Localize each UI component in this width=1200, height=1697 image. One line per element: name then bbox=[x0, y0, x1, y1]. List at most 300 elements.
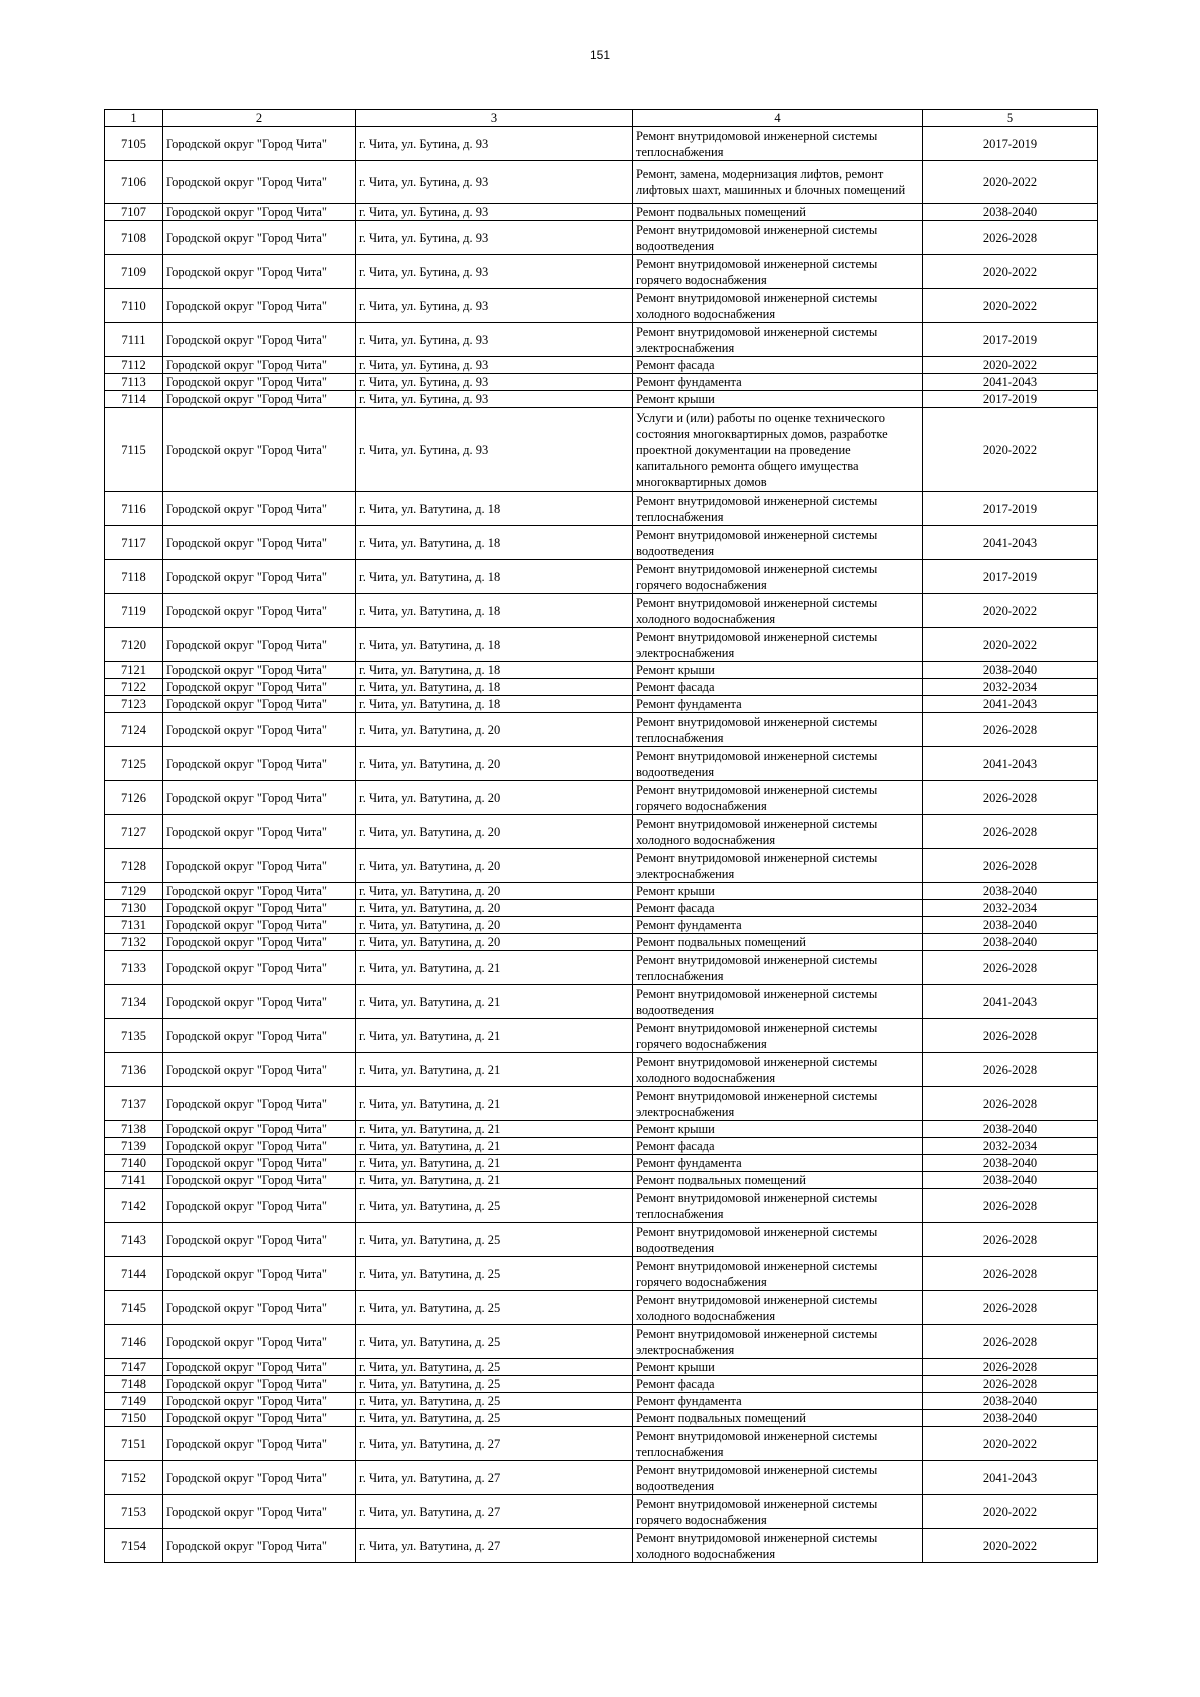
period-cell: 2038-2040 bbox=[923, 662, 1098, 679]
address-cell: г. Чита, ул. Ватутина, д. 18 bbox=[356, 594, 633, 628]
municipality-cell: Городской округ "Город Чита" bbox=[163, 1138, 356, 1155]
table-row bbox=[105, 628, 1098, 662]
work-type-cell: Ремонт внутридомовой инженерной системы горячего водоснабжения bbox=[633, 781, 923, 815]
table-row bbox=[105, 1019, 1098, 1053]
row-number-cell: 7152 bbox=[105, 1461, 163, 1495]
period-cell: 2020-2022 bbox=[923, 594, 1098, 628]
table-body bbox=[105, 110, 1098, 1563]
row-number-cell: 7107 bbox=[105, 204, 163, 221]
municipality-cell: Городской округ "Город Чита" bbox=[163, 357, 356, 374]
address-cell: г. Чита, ул. Ватутина, д. 20 bbox=[356, 713, 633, 747]
address-cell: г. Чита, ул. Ватутина, д. 18 bbox=[356, 560, 633, 594]
row-number-cell: 7151 bbox=[105, 1427, 163, 1461]
address-cell: г. Чита, ул. Ватутина, д. 25 bbox=[356, 1325, 633, 1359]
row-number-cell: 7119 bbox=[105, 594, 163, 628]
work-type-cell: Ремонт внутридомовой инженерной системы теплоснабжения bbox=[633, 492, 923, 526]
table-row bbox=[105, 985, 1098, 1019]
period-cell: 2026-2028 bbox=[923, 1087, 1098, 1121]
work-type-cell: Ремонт фасада bbox=[633, 679, 923, 696]
municipality-cell: Городской округ "Город Чита" bbox=[163, 900, 356, 917]
period-cell: 2032-2034 bbox=[923, 900, 1098, 917]
period-cell: 2041-2043 bbox=[923, 1461, 1098, 1495]
period-cell: 2026-2028 bbox=[923, 1019, 1098, 1053]
period-cell: 2017-2019 bbox=[923, 127, 1098, 161]
municipality-cell: Городской округ "Город Чита" bbox=[163, 1087, 356, 1121]
municipality-cell: Городской округ "Город Чита" bbox=[163, 1019, 356, 1053]
address-cell: г. Чита, ул. Ватутина, д. 25 bbox=[356, 1223, 633, 1257]
address-cell: г. Чита, ул. Ватутина, д. 21 bbox=[356, 1053, 633, 1087]
table-row bbox=[105, 255, 1098, 289]
work-type-cell: Ремонт фундамента bbox=[633, 1393, 923, 1410]
table-row bbox=[105, 951, 1098, 985]
municipality-cell: Городской округ "Город Чита" bbox=[163, 1189, 356, 1223]
header-cell-4: 4 bbox=[633, 110, 923, 127]
row-number-cell: 7153 bbox=[105, 1495, 163, 1529]
period-cell: 2038-2040 bbox=[923, 934, 1098, 951]
row-number-cell: 7129 bbox=[105, 883, 163, 900]
work-type-cell: Ремонт фундамента bbox=[633, 696, 923, 713]
page-number: 151 bbox=[589, 48, 611, 62]
row-number-cell: 7127 bbox=[105, 815, 163, 849]
address-cell: г. Чита, ул. Ватутина, д. 21 bbox=[356, 985, 633, 1019]
address-cell: г. Чита, ул. Бутина, д. 93 bbox=[356, 204, 633, 221]
work-type-cell: Ремонт внутридомовой инженерной системы теплоснабжения bbox=[633, 1427, 923, 1461]
work-type-cell: Ремонт внутридомовой инженерной системы холодного водоснабжения bbox=[633, 1053, 923, 1087]
table-row bbox=[105, 747, 1098, 781]
row-number-cell: 7130 bbox=[105, 900, 163, 917]
period-cell: 2026-2028 bbox=[923, 1053, 1098, 1087]
municipality-cell: Городской округ "Город Чита" bbox=[163, 1257, 356, 1291]
row-number-cell: 7137 bbox=[105, 1087, 163, 1121]
row-number-cell: 7136 bbox=[105, 1053, 163, 1087]
table-row bbox=[105, 883, 1098, 900]
period-cell: 2026-2028 bbox=[923, 713, 1098, 747]
row-number-cell: 7143 bbox=[105, 1223, 163, 1257]
header-cell-2: 2 bbox=[163, 110, 356, 127]
table-row bbox=[105, 713, 1098, 747]
row-number-cell: 7120 bbox=[105, 628, 163, 662]
address-cell: г. Чита, ул. Ватутина, д. 21 bbox=[356, 1087, 633, 1121]
row-number-cell: 7109 bbox=[105, 255, 163, 289]
row-number-cell: 7154 bbox=[105, 1529, 163, 1563]
repair-schedule-table bbox=[104, 109, 1098, 1563]
period-cell: 2041-2043 bbox=[923, 526, 1098, 560]
row-number-cell: 7131 bbox=[105, 917, 163, 934]
municipality-cell: Городской округ "Город Чита" bbox=[163, 1291, 356, 1325]
address-cell: г. Чита, ул. Бутина, д. 93 bbox=[356, 255, 633, 289]
address-cell: г. Чита, ул. Ватутина, д. 25 bbox=[356, 1359, 633, 1376]
work-type-cell: Ремонт внутридомовой инженерной системы электроснабжения bbox=[633, 1325, 923, 1359]
address-cell: г. Чита, ул. Ватутина, д. 25 bbox=[356, 1410, 633, 1427]
municipality-cell: Городской округ "Город Чита" bbox=[163, 1495, 356, 1529]
address-cell: г. Чита, ул. Ватутина, д. 18 bbox=[356, 628, 633, 662]
period-cell: 2026-2028 bbox=[923, 1223, 1098, 1257]
table-row bbox=[105, 391, 1098, 408]
municipality-cell: Городской округ "Город Чита" bbox=[163, 781, 356, 815]
period-cell: 2020-2022 bbox=[923, 1495, 1098, 1529]
table-row bbox=[105, 900, 1098, 917]
work-type-cell: Ремонт внутридомовой инженерной системы горячего водоснабжения bbox=[633, 560, 923, 594]
work-type-cell: Ремонт фундамента bbox=[633, 374, 923, 391]
period-cell: 2026-2028 bbox=[923, 1189, 1098, 1223]
work-type-cell: Ремонт крыши bbox=[633, 1121, 923, 1138]
period-cell: 2038-2040 bbox=[923, 1121, 1098, 1138]
table-row bbox=[105, 1155, 1098, 1172]
address-cell: г. Чита, ул. Ватутина, д. 20 bbox=[356, 781, 633, 815]
table-row bbox=[105, 679, 1098, 696]
municipality-cell: Городской округ "Город Чита" bbox=[163, 492, 356, 526]
municipality-cell: Городской округ "Город Чита" bbox=[163, 1155, 356, 1172]
table-row bbox=[105, 1291, 1098, 1325]
address-cell: г. Чита, ул. Бутина, д. 93 bbox=[356, 357, 633, 374]
period-cell: 2038-2040 bbox=[923, 1410, 1098, 1427]
table-row bbox=[105, 1376, 1098, 1393]
address-cell: г. Чита, ул. Ватутина, д. 25 bbox=[356, 1393, 633, 1410]
table-row bbox=[105, 594, 1098, 628]
address-cell: г. Чита, ул. Бутина, д. 93 bbox=[356, 221, 633, 255]
row-number-cell: 7147 bbox=[105, 1359, 163, 1376]
period-cell: 2026-2028 bbox=[923, 781, 1098, 815]
period-cell: 2026-2028 bbox=[923, 1376, 1098, 1393]
municipality-cell: Городской округ "Город Чита" bbox=[163, 408, 356, 492]
municipality-cell: Городской округ "Город Чита" bbox=[163, 1223, 356, 1257]
row-number-cell: 7124 bbox=[105, 713, 163, 747]
address-cell: г. Чита, ул. Ватутина, д. 20 bbox=[356, 815, 633, 849]
work-type-cell: Ремонт внутридомовой инженерной системы теплоснабжения bbox=[633, 1189, 923, 1223]
table-row bbox=[105, 408, 1098, 492]
work-type-cell: Ремонт внутридомовой инженерной системы горячего водоснабжения bbox=[633, 1257, 923, 1291]
municipality-cell: Городской округ "Город Чита" bbox=[163, 1121, 356, 1138]
row-number-cell: 7150 bbox=[105, 1410, 163, 1427]
period-cell: 2041-2043 bbox=[923, 985, 1098, 1019]
work-type-cell: Ремонт внутридомовой инженерной системы горячего водоснабжения bbox=[633, 255, 923, 289]
work-type-cell: Ремонт подвальных помещений bbox=[633, 204, 923, 221]
table-row bbox=[105, 1461, 1098, 1495]
municipality-cell: Городской округ "Город Чита" bbox=[163, 221, 356, 255]
municipality-cell: Городской округ "Город Чита" bbox=[163, 289, 356, 323]
table-row bbox=[105, 526, 1098, 560]
work-type-cell: Ремонт внутридомовой инженерной системы водоотведения bbox=[633, 526, 923, 560]
row-number-cell: 7138 bbox=[105, 1121, 163, 1138]
address-cell: г. Чита, ул. Ватутина, д. 20 bbox=[356, 849, 633, 883]
address-cell: г. Чита, ул. Ватутина, д. 18 bbox=[356, 492, 633, 526]
municipality-cell: Городской округ "Город Чита" bbox=[163, 526, 356, 560]
address-cell: г. Чита, ул. Ватутина, д. 25 bbox=[356, 1189, 633, 1223]
row-number-cell: 7117 bbox=[105, 526, 163, 560]
table-row bbox=[105, 917, 1098, 934]
period-cell: 2041-2043 bbox=[923, 374, 1098, 391]
address-cell: г. Чита, ул. Ватутина, д. 27 bbox=[356, 1495, 633, 1529]
municipality-cell: Городской округ "Город Чита" bbox=[163, 679, 356, 696]
municipality-cell: Городской округ "Город Чита" bbox=[163, 985, 356, 1019]
table-row bbox=[105, 1410, 1098, 1427]
work-type-cell: Ремонт внутридомовой инженерной системы холодного водоснабжения bbox=[633, 594, 923, 628]
work-type-cell: Ремонт внутридомовой инженерной системы теплоснабжения bbox=[633, 713, 923, 747]
address-cell: г. Чита, ул. Ватутина, д. 21 bbox=[356, 951, 633, 985]
municipality-cell: Городской округ "Город Чита" bbox=[163, 747, 356, 781]
municipality-cell: Городской округ "Город Чита" bbox=[163, 204, 356, 221]
period-cell: 2020-2022 bbox=[923, 255, 1098, 289]
period-cell: 2020-2022 bbox=[923, 408, 1098, 492]
municipality-cell: Городской округ "Город Чита" bbox=[163, 560, 356, 594]
municipality-cell: Городской округ "Город Чита" bbox=[163, 628, 356, 662]
row-number-cell: 7114 bbox=[105, 391, 163, 408]
municipality-cell: Городской округ "Город Чита" bbox=[163, 1427, 356, 1461]
period-cell: 2026-2028 bbox=[923, 1359, 1098, 1376]
work-type-cell: Услуги и (или) работы по оценке технического состояния многоквартирных домов, разработке проектной документации на проведение капитального ремонта общего имущества многоквартирных домов bbox=[633, 408, 923, 492]
work-type-cell: Ремонт фасада bbox=[633, 357, 923, 374]
municipality-cell: Городской округ "Город Чита" bbox=[163, 255, 356, 289]
address-cell: г. Чита, ул. Ватутина, д. 20 bbox=[356, 747, 633, 781]
row-number-cell: 7116 bbox=[105, 492, 163, 526]
address-cell: г. Чита, ул. Бутина, д. 93 bbox=[356, 408, 633, 492]
address-cell: г. Чита, ул. Бутина, д. 93 bbox=[356, 161, 633, 204]
row-number-cell: 7118 bbox=[105, 560, 163, 594]
period-cell: 2026-2028 bbox=[923, 1325, 1098, 1359]
municipality-cell: Городской округ "Город Чита" bbox=[163, 849, 356, 883]
municipality-cell: Городской округ "Город Чита" bbox=[163, 815, 356, 849]
table-row bbox=[105, 1257, 1098, 1291]
address-cell: г. Чита, ул. Ватутина, д. 25 bbox=[356, 1376, 633, 1393]
period-cell: 2032-2034 bbox=[923, 679, 1098, 696]
header-cell-5: 5 bbox=[923, 110, 1098, 127]
table-row bbox=[105, 1529, 1098, 1563]
address-cell: г. Чита, ул. Ватутина, д. 21 bbox=[356, 1172, 633, 1189]
table-row bbox=[105, 289, 1098, 323]
work-type-cell: Ремонт подвальных помещений bbox=[633, 934, 923, 951]
table-row bbox=[105, 662, 1098, 679]
municipality-cell: Городской округ "Город Чита" bbox=[163, 662, 356, 679]
period-cell: 2020-2022 bbox=[923, 628, 1098, 662]
table-row bbox=[105, 161, 1098, 204]
work-type-cell: Ремонт внутридомовой инженерной системы электроснабжения bbox=[633, 849, 923, 883]
work-type-cell: Ремонт внутридомовой инженерной системы холодного водоснабжения bbox=[633, 1529, 923, 1563]
period-cell: 2017-2019 bbox=[923, 560, 1098, 594]
table-row bbox=[105, 560, 1098, 594]
period-cell: 2020-2022 bbox=[923, 161, 1098, 204]
work-type-cell: Ремонт внутридомовой инженерной системы горячего водоснабжения bbox=[633, 1019, 923, 1053]
work-type-cell: Ремонт внутридомовой инженерной системы электроснабжения bbox=[633, 323, 923, 357]
row-number-cell: 7115 bbox=[105, 408, 163, 492]
row-number-cell: 7106 bbox=[105, 161, 163, 204]
table-row bbox=[105, 1325, 1098, 1359]
header-cell-3: 3 bbox=[356, 110, 633, 127]
row-number-cell: 7111 bbox=[105, 323, 163, 357]
address-cell: г. Чита, ул. Ватутина, д. 18 bbox=[356, 662, 633, 679]
table-row bbox=[105, 204, 1098, 221]
row-number-cell: 7108 bbox=[105, 221, 163, 255]
work-type-cell: Ремонт фасада bbox=[633, 1138, 923, 1155]
period-cell: 2038-2040 bbox=[923, 1155, 1098, 1172]
period-cell: 2041-2043 bbox=[923, 696, 1098, 713]
municipality-cell: Городской округ "Город Чита" bbox=[163, 1359, 356, 1376]
table-row bbox=[105, 1223, 1098, 1257]
municipality-cell: Городской округ "Город Чита" bbox=[163, 1376, 356, 1393]
work-type-cell: Ремонт фасада bbox=[633, 1376, 923, 1393]
row-number-cell: 7112 bbox=[105, 357, 163, 374]
row-number-cell: 7121 bbox=[105, 662, 163, 679]
work-type-cell: Ремонт фасада bbox=[633, 900, 923, 917]
address-cell: г. Чита, ул. Ватутина, д. 27 bbox=[356, 1529, 633, 1563]
address-cell: г. Чита, ул. Ватутина, д. 25 bbox=[356, 1291, 633, 1325]
address-cell: г. Чита, ул. Ватутина, д. 20 bbox=[356, 934, 633, 951]
address-cell: г. Чита, ул. Ватутина, д. 21 bbox=[356, 1019, 633, 1053]
row-number-cell: 7148 bbox=[105, 1376, 163, 1393]
row-number-cell: 7113 bbox=[105, 374, 163, 391]
work-type-cell: Ремонт крыши bbox=[633, 662, 923, 679]
municipality-cell: Городской округ "Город Чита" bbox=[163, 1410, 356, 1427]
row-number-cell: 7134 bbox=[105, 985, 163, 1019]
row-number-cell: 7135 bbox=[105, 1019, 163, 1053]
period-cell: 2020-2022 bbox=[923, 1427, 1098, 1461]
period-cell: 2020-2022 bbox=[923, 357, 1098, 374]
row-number-cell: 7122 bbox=[105, 679, 163, 696]
row-number-cell: 7142 bbox=[105, 1189, 163, 1223]
address-cell: г. Чита, ул. Бутина, д. 93 bbox=[356, 374, 633, 391]
row-number-cell: 7105 bbox=[105, 127, 163, 161]
period-cell: 2026-2028 bbox=[923, 849, 1098, 883]
table-row bbox=[105, 781, 1098, 815]
municipality-cell: Городской округ "Город Чита" bbox=[163, 883, 356, 900]
work-type-cell: Ремонт внутридомовой инженерной системы электроснабжения bbox=[633, 1087, 923, 1121]
municipality-cell: Городской округ "Город Чита" bbox=[163, 323, 356, 357]
row-number-cell: 7144 bbox=[105, 1257, 163, 1291]
table-row bbox=[105, 1189, 1098, 1223]
table-row bbox=[105, 492, 1098, 526]
period-cell: 2041-2043 bbox=[923, 747, 1098, 781]
work-type-cell: Ремонт внутридомовой инженерной системы теплоснабжения bbox=[633, 127, 923, 161]
work-type-cell: Ремонт внутридомовой инженерной системы водоотведения bbox=[633, 1223, 923, 1257]
work-type-cell: Ремонт крыши bbox=[633, 1359, 923, 1376]
period-cell: 2020-2022 bbox=[923, 1529, 1098, 1563]
period-cell: 2017-2019 bbox=[923, 323, 1098, 357]
table-row bbox=[105, 1393, 1098, 1410]
address-cell: г. Чита, ул. Бутина, д. 93 bbox=[356, 323, 633, 357]
address-cell: г. Чита, ул. Ватутина, д. 20 bbox=[356, 900, 633, 917]
table-row bbox=[105, 815, 1098, 849]
table-header-row bbox=[105, 110, 1098, 127]
row-number-cell: 7140 bbox=[105, 1155, 163, 1172]
table-row bbox=[105, 357, 1098, 374]
period-cell: 2032-2034 bbox=[923, 1138, 1098, 1155]
period-cell: 2017-2019 bbox=[923, 492, 1098, 526]
period-cell: 2026-2028 bbox=[923, 815, 1098, 849]
municipality-cell: Городской округ "Город Чита" bbox=[163, 1172, 356, 1189]
table-row bbox=[105, 1087, 1098, 1121]
table-row bbox=[105, 934, 1098, 951]
address-cell: г. Чита, ул. Ватутина, д. 18 bbox=[356, 696, 633, 713]
table-row bbox=[105, 696, 1098, 713]
period-cell: 2038-2040 bbox=[923, 883, 1098, 900]
address-cell: г. Чита, ул. Ватутина, д. 27 bbox=[356, 1427, 633, 1461]
period-cell: 2038-2040 bbox=[923, 1393, 1098, 1410]
address-cell: г. Чита, ул. Ватутина, д. 21 bbox=[356, 1155, 633, 1172]
row-number-cell: 7133 bbox=[105, 951, 163, 985]
work-type-cell: Ремонт внутридомовой инженерной системы водоотведения bbox=[633, 1461, 923, 1495]
work-type-cell: Ремонт, замена, модернизация лифтов, ремонт лифтовых шахт, машинных и блочных помещений bbox=[633, 161, 923, 204]
work-type-cell: Ремонт фундамента bbox=[633, 917, 923, 934]
work-type-cell: Ремонт внутридомовой инженерной системы водоотведения bbox=[633, 985, 923, 1019]
work-type-cell: Ремонт внутридомовой инженерной системы теплоснабжения bbox=[633, 951, 923, 985]
period-cell: 2020-2022 bbox=[923, 289, 1098, 323]
table-row bbox=[105, 127, 1098, 161]
municipality-cell: Городской округ "Город Чита" bbox=[163, 127, 356, 161]
period-cell: 2038-2040 bbox=[923, 1172, 1098, 1189]
row-number-cell: 7149 bbox=[105, 1393, 163, 1410]
municipality-cell: Городской округ "Город Чита" bbox=[163, 391, 356, 408]
table-row bbox=[105, 1495, 1098, 1529]
address-cell: г. Чита, ул. Ватутина, д. 25 bbox=[356, 1257, 633, 1291]
work-type-cell: Ремонт внутридомовой инженерной системы холодного водоснабжения bbox=[633, 289, 923, 323]
table-row bbox=[105, 374, 1098, 391]
work-type-cell: Ремонт внутридомовой инженерной системы горячего водоснабжения bbox=[633, 1495, 923, 1529]
row-number-cell: 7110 bbox=[105, 289, 163, 323]
row-number-cell: 7146 bbox=[105, 1325, 163, 1359]
row-number-cell: 7128 bbox=[105, 849, 163, 883]
table-row bbox=[105, 1359, 1098, 1376]
period-cell: 2026-2028 bbox=[923, 951, 1098, 985]
work-type-cell: Ремонт внутридомовой инженерной системы электроснабжения bbox=[633, 628, 923, 662]
address-cell: г. Чита, ул. Ватутина, д. 18 bbox=[356, 526, 633, 560]
municipality-cell: Городской округ "Город Чита" bbox=[163, 594, 356, 628]
table-row bbox=[105, 1138, 1098, 1155]
work-type-cell: Ремонт внутридомовой инженерной системы водоотведения bbox=[633, 221, 923, 255]
header-cell-1: 1 bbox=[105, 110, 163, 127]
municipality-cell: Городской округ "Город Чита" bbox=[163, 934, 356, 951]
address-cell: г. Чита, ул. Ватутина, д. 18 bbox=[356, 679, 633, 696]
table-row bbox=[105, 323, 1098, 357]
work-type-cell: Ремонт внутридомовой инженерной системы водоотведения bbox=[633, 747, 923, 781]
address-cell: г. Чита, ул. Ватутина, д. 21 bbox=[356, 1138, 633, 1155]
row-number-cell: 7132 bbox=[105, 934, 163, 951]
table-row bbox=[105, 1172, 1098, 1189]
row-number-cell: 7123 bbox=[105, 696, 163, 713]
work-type-cell: Ремонт подвальных помещений bbox=[633, 1172, 923, 1189]
table-row bbox=[105, 1053, 1098, 1087]
period-cell: 2038-2040 bbox=[923, 204, 1098, 221]
table-row bbox=[105, 1427, 1098, 1461]
municipality-cell: Городской округ "Город Чита" bbox=[163, 917, 356, 934]
municipality-cell: Городской округ "Город Чита" bbox=[163, 1325, 356, 1359]
address-cell: г. Чита, ул. Бутина, д. 93 bbox=[356, 391, 633, 408]
municipality-cell: Городской округ "Город Чита" bbox=[163, 1053, 356, 1087]
municipality-cell: Городской округ "Город Чита" bbox=[163, 161, 356, 204]
address-cell: г. Чита, ул. Ватутина, д. 20 bbox=[356, 917, 633, 934]
row-number-cell: 7145 bbox=[105, 1291, 163, 1325]
municipality-cell: Городской округ "Город Чита" bbox=[163, 1393, 356, 1410]
period-cell: 2026-2028 bbox=[923, 1291, 1098, 1325]
period-cell: 2038-2040 bbox=[923, 917, 1098, 934]
period-cell: 2026-2028 bbox=[923, 1257, 1098, 1291]
address-cell: г. Чита, ул. Бутина, д. 93 bbox=[356, 289, 633, 323]
municipality-cell: Городской округ "Город Чита" bbox=[163, 713, 356, 747]
municipality-cell: Городской округ "Город Чита" bbox=[163, 1461, 356, 1495]
row-number-cell: 7141 bbox=[105, 1172, 163, 1189]
work-type-cell: Ремонт внутридомовой инженерной системы холодного водоснабжения bbox=[633, 815, 923, 849]
work-type-cell: Ремонт крыши bbox=[633, 883, 923, 900]
row-number-cell: 7125 bbox=[105, 747, 163, 781]
table-row bbox=[105, 849, 1098, 883]
table-row bbox=[105, 1121, 1098, 1138]
address-cell: г. Чита, ул. Ватутина, д. 20 bbox=[356, 883, 633, 900]
work-type-cell: Ремонт внутридомовой инженерной системы холодного водоснабжения bbox=[633, 1291, 923, 1325]
municipality-cell: Городской округ "Город Чита" bbox=[163, 374, 356, 391]
address-cell: г. Чита, ул. Бутина, д. 93 bbox=[356, 127, 633, 161]
municipality-cell: Городской округ "Город Чита" bbox=[163, 1529, 356, 1563]
period-cell: 2017-2019 bbox=[923, 391, 1098, 408]
work-type-cell: Ремонт подвальных помещений bbox=[633, 1410, 923, 1427]
work-type-cell: Ремонт фундамента bbox=[633, 1155, 923, 1172]
